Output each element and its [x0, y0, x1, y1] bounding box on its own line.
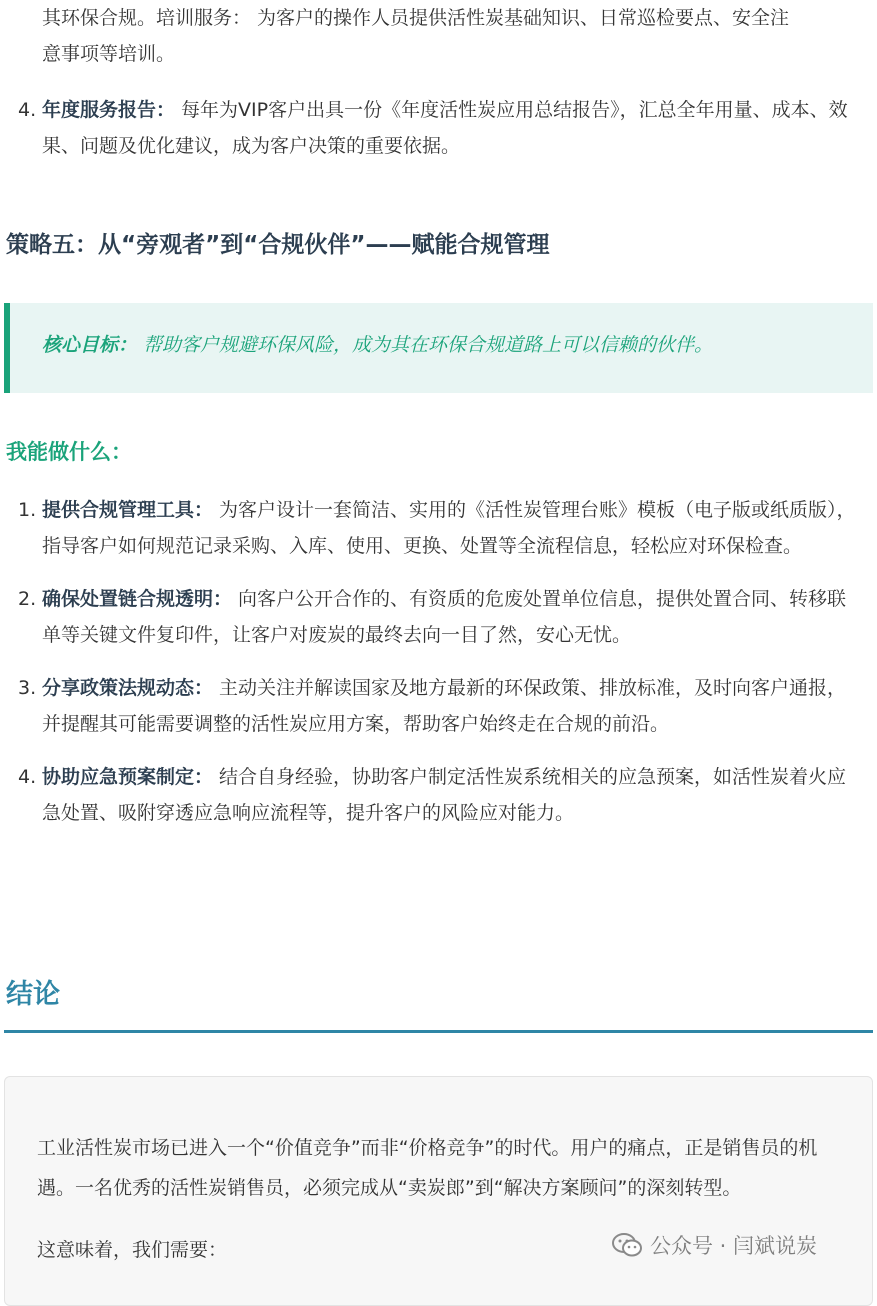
- intro-line-2: 意事项等培训。: [42, 43, 176, 65]
- list-item: [0, 670, 877, 742]
- watermark-text: 公众号 · 闫斌说炭: [650, 1234, 818, 1258]
- list-item: [0, 92, 877, 164]
- list-number: 3.: [18, 677, 37, 699]
- conclusion-divider: [4, 1030, 873, 1033]
- list-item-text: 每年为VIP客户出具一份《年度活性炭应用总结报告》，汇总全年用量、成本、效果、问题及优化建议，成为客户决策的重要依据。: [42, 99, 848, 157]
- conclusion-lead: 这意味着，我们需要：: [37, 1239, 228, 1261]
- core-goal-label: 核心目标：: [42, 334, 138, 356]
- list-item-title: 提供合规管理工具：: [42, 499, 214, 521]
- list-item-text: 结合自身经验，协助客户制定活性炭系统相关的应急预案，如活性炭着火应急处置、吸附穿透应急响应流程等，提升客户的风险应对能力。: [42, 766, 847, 824]
- what-can-i-do-heading: 我能做什么：: [6, 440, 132, 464]
- core-goal-body: 帮助客户规避环保风险，成为其在环保合规道路上可以信赖的伙伴。: [137, 334, 714, 356]
- list-number: 4.: [18, 99, 37, 121]
- core-goal-callout: [4, 303, 873, 393]
- list-number: 4.: [18, 766, 37, 788]
- list-item-text: 向客户公开合作的、有资质的危废处置单位信息，提供处置合同、转移联单等关键文件复印件，让客户对废炭的最终去向一目了然，安心无忧。: [42, 588, 847, 646]
- strategy-heading: 策略五：从“旁观者”到“合规伙伴”——赋能合规管理: [6, 232, 550, 258]
- list-item: [0, 759, 877, 831]
- list-item: [0, 581, 877, 653]
- conclusion-box: [4, 1076, 873, 1306]
- list-number: 1.: [18, 499, 37, 521]
- list-item: [0, 492, 877, 564]
- service-list: [0, 92, 877, 164]
- action-list: [0, 492, 877, 848]
- core-goal-text: [42, 330, 713, 357]
- wechat-watermark: [612, 1230, 817, 1260]
- wechat-icon: [612, 1232, 642, 1258]
- list-number: 2.: [18, 588, 37, 610]
- list-item-text: 为客户设计一套简洁、实用的《活性炭管理台账》模板（电子版或纸质版），指导客户如何规范记录采购、入库、使用、更换、处置等全流程信息，轻松应对环保检查。: [42, 499, 856, 557]
- conclusion-heading: 结论: [6, 979, 60, 1010]
- intro-fragment: [42, 0, 862, 72]
- intro-line-1: 其环保合规。培训服务： 为客户的操作人员提供活性炭基础知识、日常巡检要点、安全注: [42, 7, 790, 29]
- list-item-text: 主动关注并解读国家及地方最新的环保政策、排放标准，及时向客户通报，并提醒其可能需要调整的活性炭应用方案，帮助客户始终走在合规的前沿。: [42, 677, 847, 735]
- list-item-title: 协助应急预案制定：: [42, 766, 214, 788]
- list-item-title: 确保处置链合规透明：: [42, 588, 233, 610]
- list-item-title: 分享政策法规动态：: [42, 677, 214, 699]
- list-item-title: 年度服务报告：: [42, 99, 176, 121]
- conclusion-paragraph: 工业活性炭市场已进入一个“价值竞争”而非“价格竞争”的时代。用户的痛点，正是销售员的机遇。一名优秀的活性炭销售员，必须完成从“卖炭郎”到“解决方案顾问”的深刻转型。: [37, 1137, 818, 1199]
